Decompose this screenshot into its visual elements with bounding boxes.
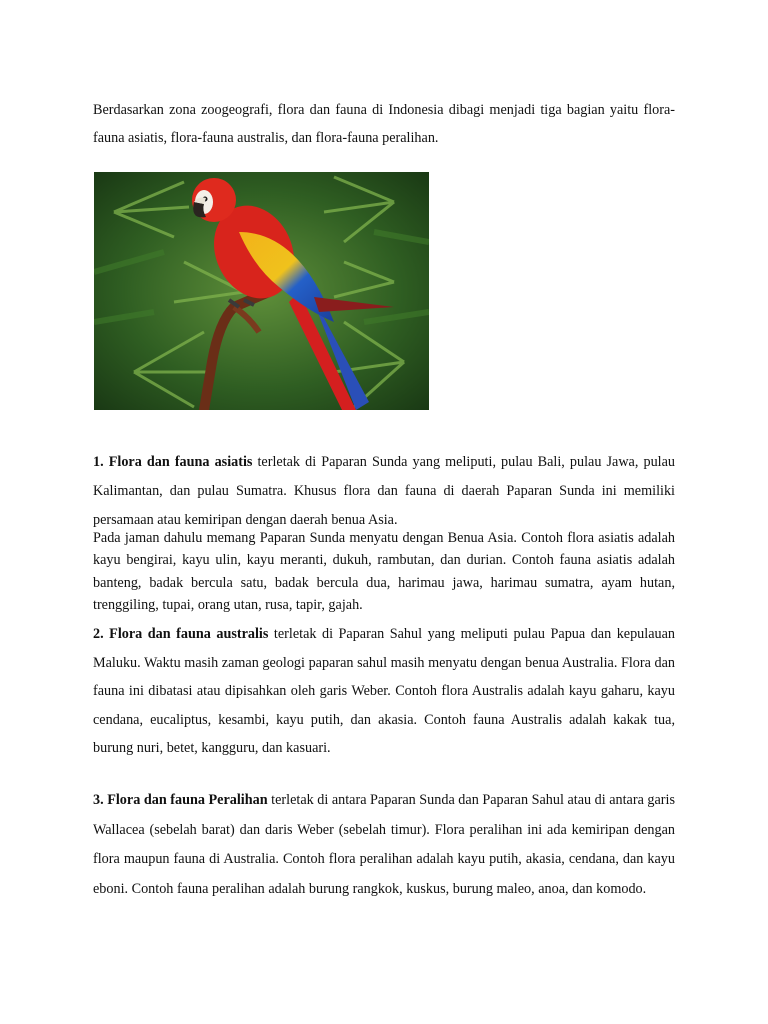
section-peralihan: [93, 786, 675, 904]
section-asiatis-text: terletak di Paparan Sunda yang meliputi, pulau Bali, pulau Jawa, pulau Kalimantan, dan pulau Sumatra. Khusus flora dan fauna di daerah Paparan Sunda ini memiliki persamaan atau kemiripan dengan daerah benua Asia.: [93, 454, 675, 528]
section-australis: [93, 620, 675, 763]
section-australis-heading: 2. Flora dan fauna australis: [93, 626, 269, 642]
intro-paragraph: Berdasarkan zona zoogeografi, flora dan fauna di Indonesia dibagi menjadi tiga bagian yaitu flora-fauna asiatis, flora-fauna australis, dan flora-fauna peralihan.: [93, 102, 675, 146]
parrot-photo: [94, 172, 429, 410]
section-asiatis-continued: Pada jaman dahulu memang Paparan Sunda menyatu dengan Benua Asia. Contoh flora asiatis adalah kayu bengirai, kayu ulin, kayu meranti, dukuh, rambutan, dan durian. Contoh fauna asiatis adalah banteng, badak bercula satu, badak bercula dua, harimau jawa, harimau sumatra, ayam hutan, trenggiling, tupai, orang utan, rusa, tapir, gajah.: [93, 530, 675, 613]
section-peralihan-heading: 3. Flora dan fauna Peralihan: [93, 792, 268, 808]
section-australis-text: terletak di Paparan Sahul yang meliputi pulau Papua dan kepulauan Maluku. Waktu masih zaman geologi paparan sahul masih menyatu dengan benua Australia. Flora dan fauna ini dibatasi atau dipisahkan oleh garis Weber. Contoh flora Australis adalah kayu gaharu, kayu cendana, eucaliptus, kesambi, kayu putih, dan akasia. Contoh fauna Australis adalah kakak tua, burung nuri, betet, kangguru, dan kasuari.: [93, 626, 675, 756]
parrot-image: [94, 172, 429, 410]
section-peralihan-text: terletak di antara Paparan Sunda dan Paparan Sahul atau di antara garis Wallacea (sebelah barat) dan daris Weber (sebelah timur). Flora peralihan ini ada kemiripan dengan flora maupun fauna di Australia. Contoh flora peralihan adalah kayu putih, akasia, cendana, dan kayu eboni. Contoh fauna peralihan adalah burung rangkok, kuskus, burung maleo, anoa, dan komodo.: [93, 792, 675, 897]
section-asiatis: [93, 448, 675, 535]
section-asiatis-heading: 1. Flora dan fauna asiatis: [93, 454, 253, 470]
